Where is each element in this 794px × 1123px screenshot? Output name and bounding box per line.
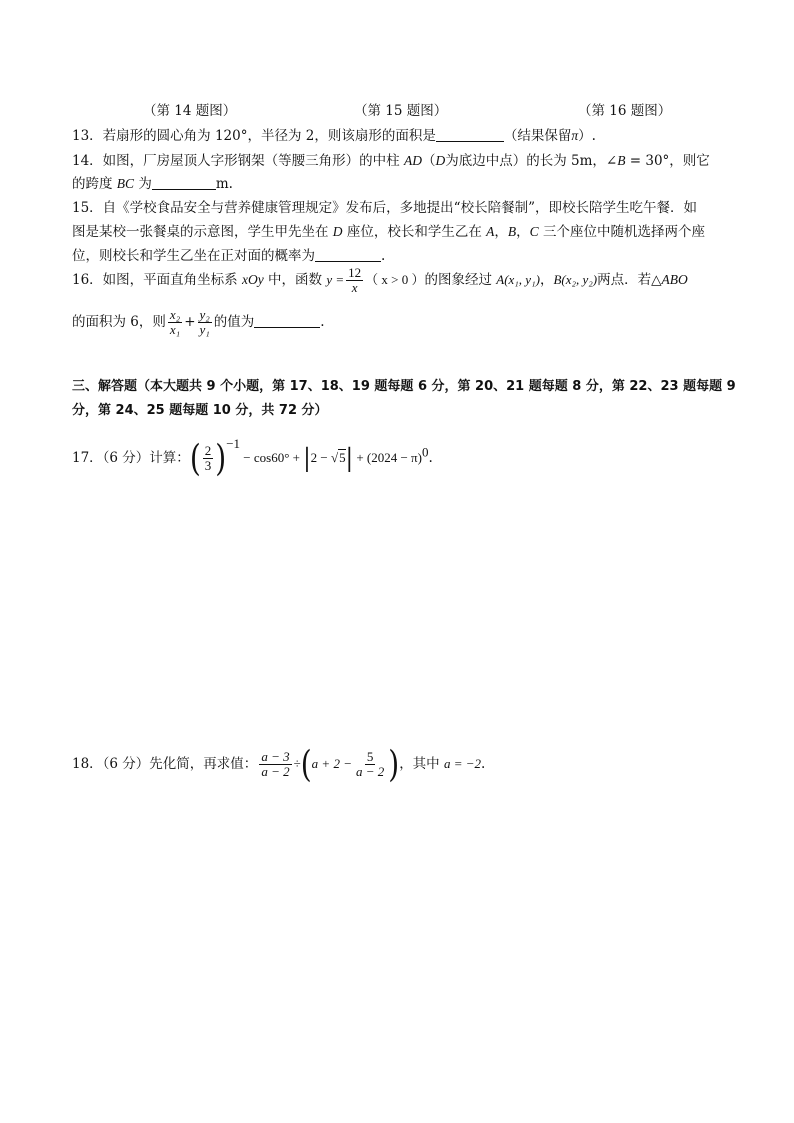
q15-text-c: 三个座位中随机选择两个座 bbox=[538, 224, 705, 240]
section-3-heading-line2: 分，第 24、25 题每题 10 分，共 72 分） bbox=[72, 403, 328, 418]
q16-num: 12 bbox=[348, 265, 362, 280]
q13-answer-blank[interactable] bbox=[436, 127, 504, 142]
q15-text-a: 图是某校一张餐桌的示意图，学生甲先坐在 bbox=[72, 224, 333, 240]
question-16-line1: 16．如图，平面直角坐标系 xOy 中，函数 y = $\frac{12}{x}$ （ x > 0 ）的图象经过 A(x₁, y₁)，B(x₂, y₂)两点．若△ABO bbox=[72, 265, 688, 295]
figure-16-caption: （第 16 题图） bbox=[578, 103, 672, 119]
q18-den-1: a − 2 bbox=[261, 764, 290, 779]
q16-text-e: 的面积为 6，则 bbox=[72, 314, 166, 330]
q18-den-2: a − 2 bbox=[355, 764, 385, 779]
q16-frac-y bbox=[198, 308, 212, 337]
q17-abs-left: | bbox=[303, 443, 311, 473]
question-14-line1 bbox=[72, 149, 710, 169]
q18-left-paren: ( bbox=[300, 742, 312, 786]
q16-text-d: 两点．若△ bbox=[597, 272, 662, 288]
q17-sqrt: √5 bbox=[331, 450, 346, 465]
q15-sep-1: ， bbox=[494, 224, 508, 240]
q17-tail: + (2024 − π) bbox=[353, 450, 422, 465]
q17-den: 3 bbox=[204, 458, 212, 473]
q18-divide: ÷ bbox=[293, 756, 301, 771]
question-16-line2 bbox=[72, 308, 325, 337]
figure-15-caption: （第 15 题图） bbox=[354, 103, 448, 119]
q15-D: D bbox=[332, 224, 343, 239]
question-17 bbox=[72, 436, 433, 480]
section-3-heading-line1: 三、解答题（本大题共 9 个小题，第 17、18、19 题每题 6 分，第 20、21 题每题 8 分，第 22、23 题每题 9 bbox=[72, 379, 736, 394]
q13-note: （结果保留 bbox=[503, 128, 572, 144]
q18-num-1: a − 3 bbox=[261, 749, 290, 764]
q16-text-a: 16．如图，平面直角坐标系 bbox=[72, 272, 242, 288]
q14-answer-blank[interactable] bbox=[152, 175, 216, 190]
q18-num-2: 5 bbox=[366, 749, 374, 764]
q13-end: ）. bbox=[578, 128, 596, 144]
q14-B: B bbox=[617, 153, 626, 168]
question-15-line1: 15．自《学校食品安全与营养健康管理规定》发布后，多地提出“校长陪餐制”，即校长陪学生吃午餐．如 bbox=[72, 200, 697, 216]
q18-inner: a + 2 − bbox=[311, 756, 352, 771]
q15-text-b: 座位，校长和学生乙在 bbox=[342, 224, 487, 240]
question-14-line2 bbox=[72, 172, 233, 192]
q17-abs-right: | bbox=[345, 443, 354, 473]
q15-C: C bbox=[529, 224, 539, 239]
q17-right-paren: ) bbox=[215, 436, 227, 480]
q18-right-paren: ) bbox=[388, 742, 400, 786]
q18-condition: a = −2 bbox=[443, 756, 482, 771]
q16-fraction bbox=[346, 266, 363, 295]
q17-fraction bbox=[203, 444, 214, 473]
q15-sep-2: ， bbox=[516, 224, 530, 240]
q18-prefix: 18．（6 分）先化简，再求值： bbox=[72, 756, 258, 772]
q13-text: 13．若扇形的圆心角为 120°，半径为 2，则该扇形的面积是 bbox=[72, 128, 436, 144]
q14-text-e: 的跨度 bbox=[72, 176, 117, 192]
q17-left-paren: ( bbox=[189, 436, 201, 480]
q14-BC: BC bbox=[116, 176, 135, 191]
q16-condition: （ x > 0 ） bbox=[365, 272, 425, 287]
q16-ABO: ABO bbox=[661, 272, 688, 287]
q16-frac-x bbox=[168, 308, 182, 337]
q15-A: A bbox=[486, 224, 495, 239]
q17-end: . bbox=[428, 450, 433, 466]
q16-y1: y₁ bbox=[199, 322, 210, 337]
q17-num: 2 bbox=[204, 443, 212, 458]
q16-y2: y₂ bbox=[199, 307, 210, 322]
q17-exponent-0: 0 bbox=[421, 444, 429, 460]
q14-text-f: 为 bbox=[134, 176, 152, 192]
q14-text-b: （ bbox=[421, 153, 436, 169]
q17-radicand: 5 bbox=[339, 450, 346, 465]
q17-prefix: 17．（6 分）计算： bbox=[72, 450, 190, 466]
q15-text-d: 位，则校长和学生乙坐在正对面的概率为 bbox=[72, 248, 315, 264]
q17-abs-inner: 2 − bbox=[310, 450, 331, 465]
q14-AD: AD bbox=[403, 153, 422, 168]
question-15-line3 bbox=[72, 244, 385, 264]
q17-cos: − cos60° + bbox=[240, 450, 304, 465]
q16-text-b: 中，函数 bbox=[263, 272, 327, 288]
q15-B: B bbox=[507, 224, 517, 239]
q16-text-c: 的图象经过 bbox=[424, 272, 497, 288]
q17-exponent: −1 bbox=[226, 436, 241, 451]
question-15-line2 bbox=[72, 220, 705, 240]
q16-xOy: xOy bbox=[241, 272, 264, 287]
figure-14-caption: （第 14 题图） bbox=[143, 103, 237, 119]
q16-x1: x₁ bbox=[169, 322, 181, 337]
q14-unit: m. bbox=[215, 176, 233, 192]
q18-end: . bbox=[481, 756, 486, 772]
q16-point-b: B(x₂, y₂) bbox=[553, 272, 598, 287]
q15-end: . bbox=[381, 248, 386, 264]
q16-point-a: A(x₁, y₁) bbox=[496, 272, 540, 287]
q16-text-f: 的值为 bbox=[213, 314, 255, 330]
q16-x2: x₂ bbox=[169, 307, 181, 322]
q14-D: D bbox=[435, 153, 446, 168]
q16-den: x bbox=[351, 280, 358, 295]
q16-plus: + bbox=[184, 314, 196, 330]
q18-fraction-1 bbox=[259, 750, 291, 779]
q18-fraction-2 bbox=[354, 750, 386, 779]
q15-answer-blank[interactable] bbox=[315, 247, 381, 262]
question-13 bbox=[72, 124, 596, 144]
q14-text-a: 14．如图，厂房屋顶人字形钢架（等腰三角形）的中柱 bbox=[72, 153, 404, 169]
q14-text-d: = 30°，则它 bbox=[625, 153, 710, 169]
q14-text-c: 为底边中点）的长为 5m，∠ bbox=[445, 153, 618, 169]
question-18 bbox=[72, 742, 486, 786]
q16-answer-blank[interactable] bbox=[254, 313, 320, 328]
q16-end: . bbox=[320, 314, 325, 330]
q16-y-eq: y = bbox=[326, 272, 345, 287]
q13-pi: π bbox=[571, 128, 579, 143]
q18-suffix: ，其中 bbox=[399, 756, 444, 772]
